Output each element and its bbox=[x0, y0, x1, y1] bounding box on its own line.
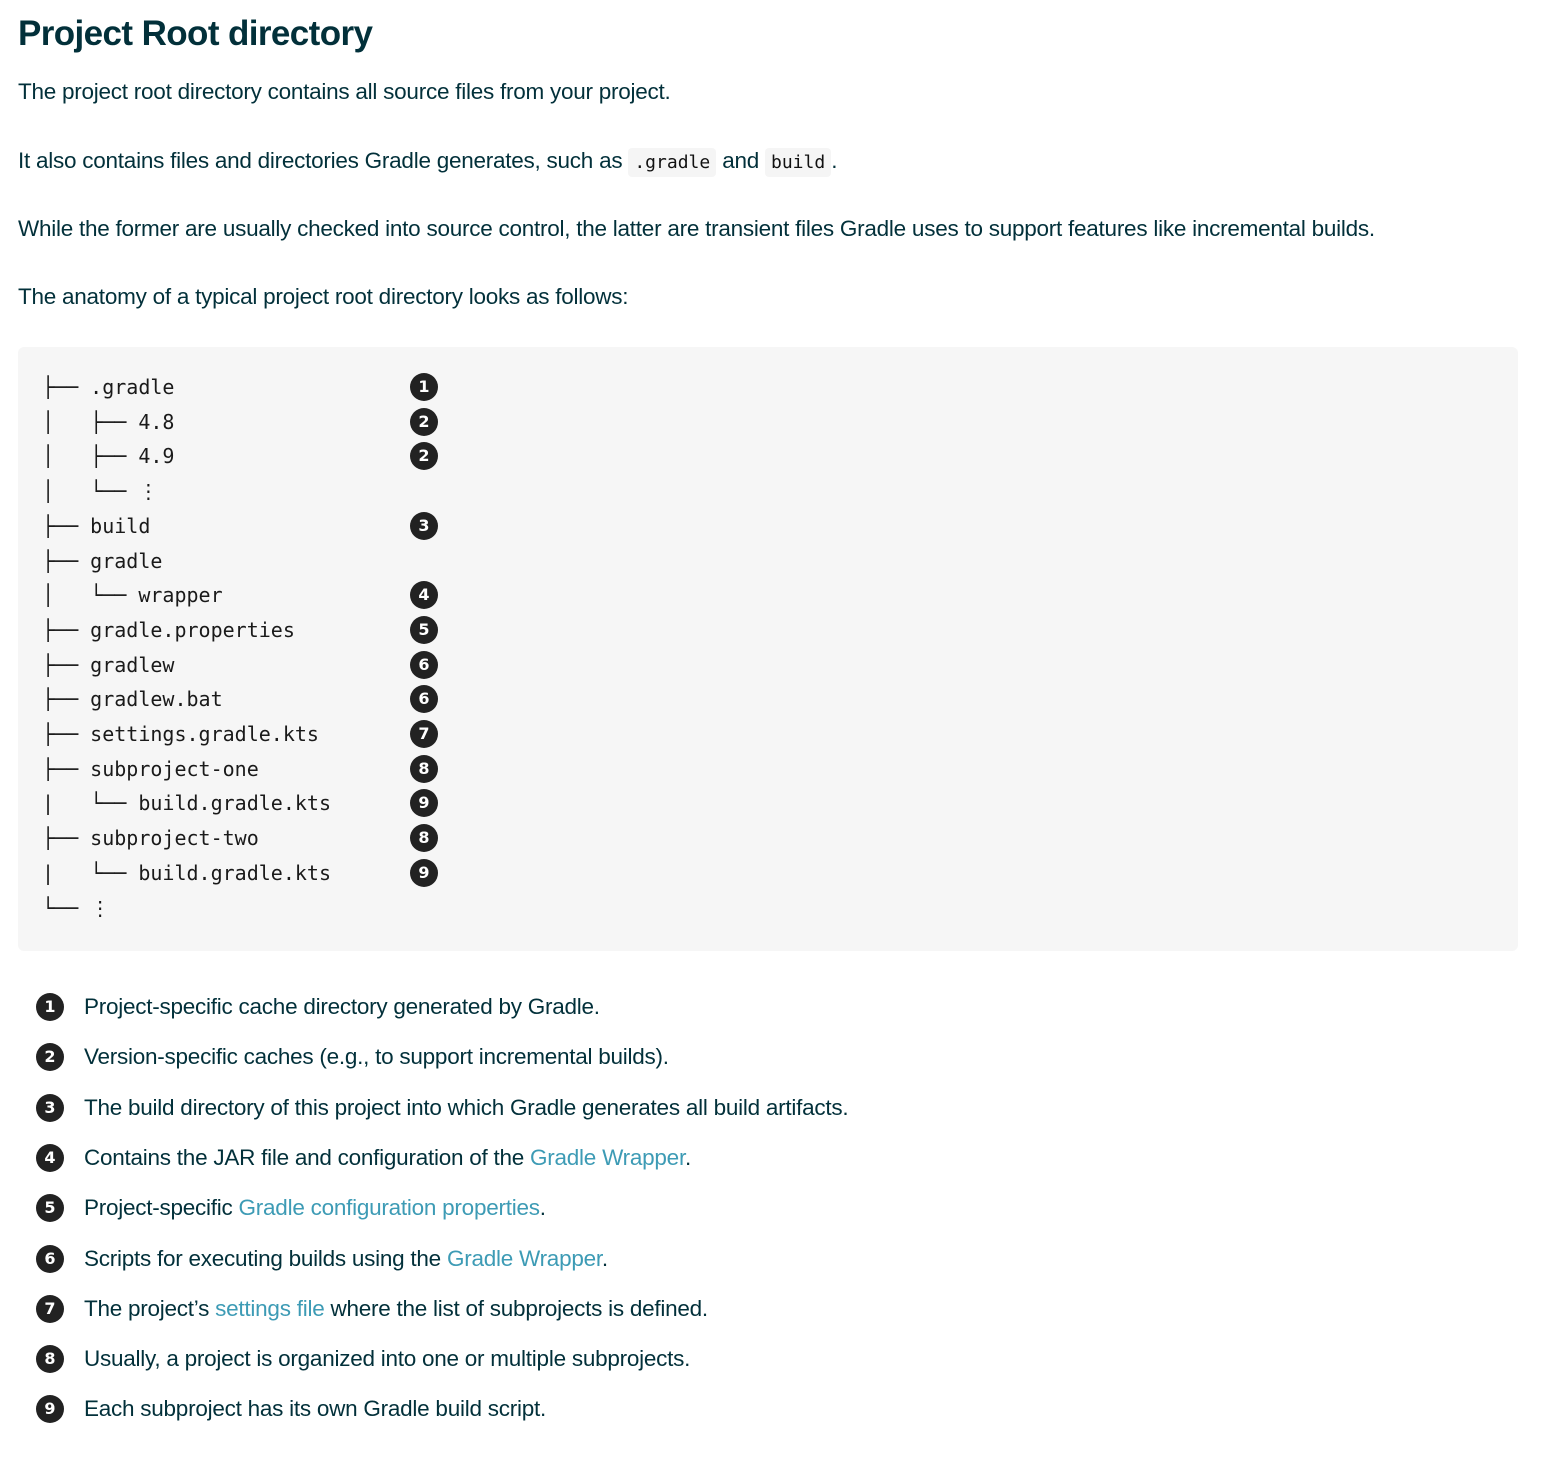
callout-badge: 6 bbox=[36, 1245, 64, 1273]
callout-badge: 9 bbox=[410, 789, 438, 817]
callout-text: Scripts for executing builds using the bbox=[84, 1245, 447, 1271]
callout-text: The build directory of this project into which Gradle generates all build artifacts. bbox=[84, 1094, 849, 1120]
tree-entry: ├── gradle.properties bbox=[42, 617, 295, 642]
doc-link[interactable]: Gradle Wrapper bbox=[446, 1245, 602, 1271]
callout-badge: 8 bbox=[410, 824, 438, 852]
callout-description bbox=[84, 1040, 669, 1074]
generated-files-paragraph bbox=[18, 145, 837, 179]
tree-entry: │ └── ⋮ bbox=[42, 479, 159, 504]
tree-entry: | └── build.gradle.kts bbox=[42, 791, 331, 816]
callout-text: Usually, a project is organized into one or multiple subprojects. bbox=[84, 1346, 691, 1372]
doc-link[interactable]: Gradle Wrapper bbox=[530, 1144, 685, 1170]
callout-badge: 2 bbox=[410, 442, 438, 470]
callout-badge: 2 bbox=[410, 408, 438, 436]
tree-entry: │ └── wrapper bbox=[42, 583, 223, 608]
callout-text: Contains the JAR file and configuration of the bbox=[84, 1144, 531, 1170]
source-control-paragraph: While the former are usually checked into source control, the latter are transient files Gradle uses to support features like incremental builds. bbox=[18, 216, 1375, 241]
doc-link[interactable]: settings file bbox=[215, 1295, 325, 1321]
intro-paragraph: The project root directory contains all source files from your project. bbox=[18, 79, 671, 104]
callout-badge: 2 bbox=[36, 1043, 64, 1071]
tree-line bbox=[42, 439, 430, 474]
tree-line bbox=[42, 856, 430, 891]
callout-badge: 6 bbox=[410, 651, 438, 679]
tree-line bbox=[42, 891, 110, 926]
callout-description bbox=[84, 1141, 691, 1175]
callout-text: Project-specific bbox=[84, 1195, 239, 1221]
tree-entry: │ ├── 4.9 bbox=[42, 444, 175, 469]
tree-entry: ├── gradlew bbox=[42, 652, 175, 677]
tree-entry: ├── subproject-two bbox=[42, 826, 259, 851]
callout-description bbox=[84, 1091, 848, 1125]
tree-line bbox=[42, 786, 430, 821]
callout-badge: 1 bbox=[410, 373, 438, 401]
callout-badge: 3 bbox=[410, 512, 438, 540]
tree-line bbox=[42, 474, 158, 509]
paragraph-text: It also contains files and directories Gradle generates, such as bbox=[18, 148, 629, 173]
tree-entry: ├── gradlew.bat bbox=[42, 687, 223, 712]
tree-line bbox=[42, 613, 430, 648]
callout-badge: 4 bbox=[410, 581, 438, 609]
callout-description bbox=[84, 1242, 608, 1276]
callout-description bbox=[84, 1292, 708, 1326]
tree-line bbox=[42, 509, 430, 544]
tree-line bbox=[42, 578, 430, 613]
callout-text: Project-specific cache directory generated by Gradle. bbox=[84, 994, 600, 1019]
tree-line bbox=[42, 370, 430, 405]
anatomy-paragraph: The anatomy of a typical project root directory looks as follows: bbox=[18, 284, 629, 309]
callout-text: The project’s bbox=[84, 1295, 216, 1321]
tree-entry: ├── settings.gradle.kts bbox=[42, 722, 319, 746]
callout-badge: 3 bbox=[36, 1094, 64, 1122]
callout-badge: 4 bbox=[36, 1144, 64, 1172]
callout-badge: 1 bbox=[36, 993, 64, 1021]
tree-line bbox=[42, 717, 430, 752]
tree-line bbox=[42, 682, 430, 717]
page-title: Project Root directory bbox=[18, 14, 373, 53]
tree-line bbox=[42, 821, 430, 856]
callout-text: where the list of subprojects is defined. bbox=[324, 1295, 708, 1321]
callout-description bbox=[84, 1191, 546, 1225]
callout-badge: 8 bbox=[410, 755, 438, 783]
inline-code-gradle: .gradle bbox=[628, 148, 716, 177]
tree-entry: │ ├── 4.8 bbox=[42, 409, 175, 434]
callout-badge: 5 bbox=[410, 616, 438, 644]
callout-badge: 9 bbox=[410, 859, 438, 887]
inline-code-build: build bbox=[765, 148, 831, 177]
tree-entry: | └── build.gradle.kts bbox=[42, 860, 331, 885]
paragraph-text: . bbox=[831, 148, 838, 173]
tree-entry: ├── .gradle bbox=[42, 375, 175, 399]
callout-badge: 8 bbox=[36, 1345, 64, 1373]
callout-text: Each subproject has its own Gradle build script. bbox=[84, 1396, 546, 1422]
callout-badge: 7 bbox=[36, 1295, 64, 1323]
callout-text: . bbox=[539, 1195, 546, 1221]
callout-badge: 9 bbox=[36, 1395, 64, 1423]
doc-link[interactable]: Gradle configuration properties bbox=[238, 1195, 540, 1221]
directory-tree-codeblock bbox=[18, 347, 1518, 951]
callout-description bbox=[84, 990, 600, 1024]
tree-entry: ├── subproject-one bbox=[42, 756, 259, 781]
callout-text: . bbox=[601, 1245, 608, 1271]
paragraph-text: and bbox=[716, 148, 765, 173]
callout-badge: 5 bbox=[36, 1194, 64, 1222]
callout-badge: 6 bbox=[410, 685, 438, 713]
tree-line bbox=[42, 544, 162, 579]
tree-line bbox=[42, 752, 430, 787]
callout-description bbox=[84, 1392, 546, 1426]
tree-line bbox=[42, 405, 430, 440]
callout-text: Version-specific caches (e.g., to support incremental builds). bbox=[84, 1044, 669, 1070]
tree-entry: ├── gradle bbox=[42, 548, 163, 573]
callout-description bbox=[84, 1342, 690, 1376]
tree-entry: ├── build bbox=[42, 513, 151, 538]
tree-entry: └── ⋮ bbox=[42, 895, 111, 920]
callout-text: . bbox=[684, 1144, 691, 1170]
tree-line bbox=[42, 648, 430, 683]
callout-badge: 7 bbox=[410, 720, 438, 748]
